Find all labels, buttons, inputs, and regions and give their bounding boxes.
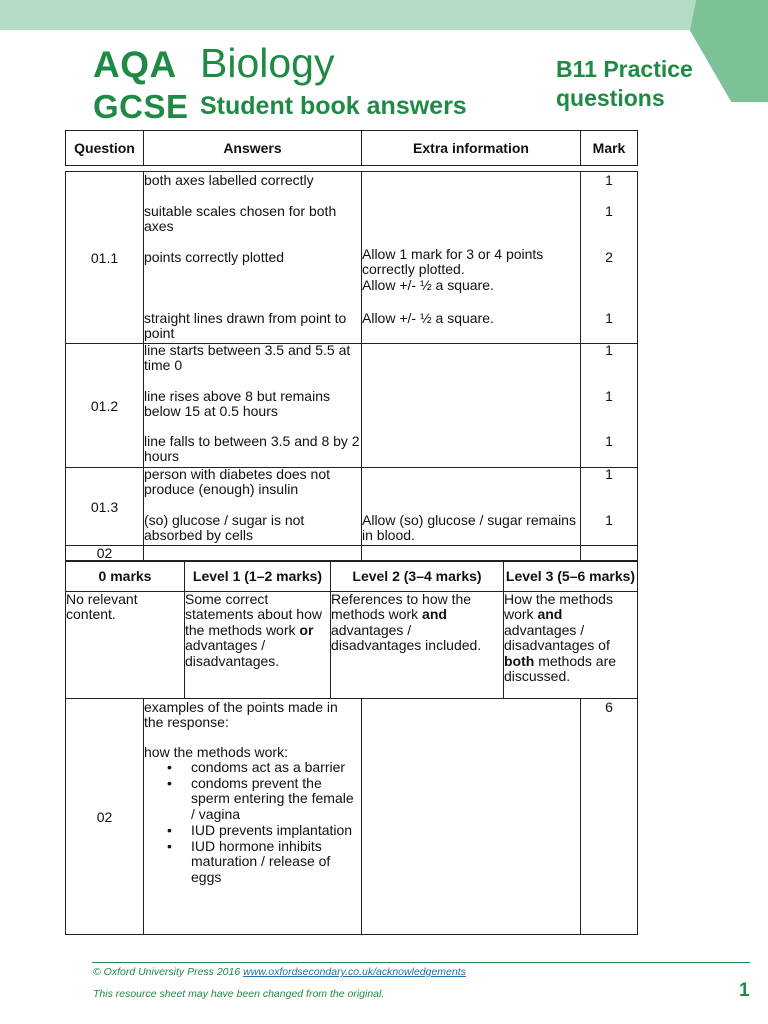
footer-note: This resource sheet may have been changed from the original. [93,988,385,1000]
column-header-mark: Mark [581,131,638,166]
table-row [66,344,638,468]
question-number: 01.2 [66,344,144,468]
mark-value: 1 [605,388,613,404]
level-2-descriptor: References to how the methods work and advantages / disadvantages included. [331,592,504,699]
page-number: 1 [739,980,750,1001]
logo-subject: Biology [200,40,335,86]
mark-cell [581,468,638,546]
level-descriptors-table [65,560,638,699]
extra-info-cell [362,344,581,468]
level-header: Level 3 (5–6 marks) [504,561,638,592]
mark-value: 1 [605,466,613,482]
answers-table [65,171,638,562]
logo-gcse: GCSE [93,88,189,125]
answer-text: line starts between 3.5 and 5.5 at time 0 [144,342,351,373]
question-number: 01.1 [66,172,144,344]
table-row [66,699,638,935]
list-item: • condoms act as a barrier [167,760,361,776]
mark-value: 1 [605,203,613,219]
level-1-descriptor: Some correct statements about how the methods work or advantages / disadvantages. [185,592,331,699]
mark-value: 1 [605,512,613,528]
list-item: • IUD prevents implantation [167,823,361,839]
answers-table-header [65,130,638,166]
level-0-descriptor: No relevant content. [66,592,185,699]
answer-text: (so) glucose / sugar is not absorbed by cells [144,512,305,543]
extra-info-text: Allow (so) glucose / sugar remains in blood. [362,512,576,543]
mark-value: 1 [605,172,613,188]
table-row [66,172,638,344]
mark-value: 2 [605,249,613,265]
extra-info-text: Allow +/- ½ a square. [362,310,494,326]
extra-info-text: Allow +/- ½ a square. [362,277,494,293]
extra-info-text: Allow 1 mark for 3 or 4 points correctly plotted. [362,246,544,277]
mark-cell [581,172,638,344]
level-header: Level 1 (1–2 marks) [185,561,331,592]
mark-value: 6 [605,699,613,715]
answer-text: straight lines drawn from point to point [144,310,347,341]
level-header: 0 marks [66,561,185,592]
mark-value: 1 [605,433,613,449]
answer-text: suitable scales chosen for both axes [144,203,337,234]
list-item: • condoms prevent the sperm entering the female / vagina [167,776,361,823]
footer-divider [92,962,750,963]
answer-bullet-list [144,760,361,886]
column-header-question: Question [66,131,144,166]
answers-table-q02 [65,698,638,935]
answer-text: examples of the points made in the response: [144,699,338,730]
question-number: 02 [66,546,144,562]
mark-value: 1 [605,310,613,326]
answer-cell [144,172,362,344]
acknowledgements-link[interactable]: www.oxfordsecondary.co.uk/acknowledgements [243,966,466,978]
mark-cell [581,699,638,935]
mark-value: 1 [605,342,613,358]
extra-info-cell [362,468,581,546]
column-header-extra: Extra information [362,131,581,166]
question-number: 01.3 [66,468,144,546]
level-header: Level 2 (3–4 marks) [331,561,504,592]
answer-cell [144,344,362,468]
answer-text: line falls to between 3.5 and 8 by 2 hours [144,433,360,464]
answer-text: both axes labelled correctly [144,172,314,188]
answer-cell [144,468,362,546]
answer-text: points correctly plotted [144,249,285,265]
page-subtitle: Student book answers [200,92,467,120]
table-row [66,468,638,546]
footer-copyright: © Oxford University Press 2016 www.oxfordsecondary.co.uk/acknowledgements [93,966,466,978]
answer-cell [144,699,362,935]
page-title: B11 Practice questions [556,56,693,111]
extra-info-cell [362,699,581,935]
answer-text: person with diabetes does not produce (enough) insulin [144,466,331,497]
question-number: 02 [66,699,144,935]
mark-cell [581,344,638,468]
level-3-descriptor: How the methods work and advantages / disadvantages of both methods are discussed. [504,592,638,699]
answer-text: line rises above 8 but remains below 15 at 0.5 hours [144,388,330,419]
column-header-answers: Answers [144,131,362,166]
header-band [0,0,768,30]
answer-subheading: how the methods work: [144,744,288,760]
logo-aqa: AQA [93,44,177,85]
list-item: • IUD hormone inhibits maturation / release of eggs [167,839,361,886]
extra-info-cell [362,172,581,344]
